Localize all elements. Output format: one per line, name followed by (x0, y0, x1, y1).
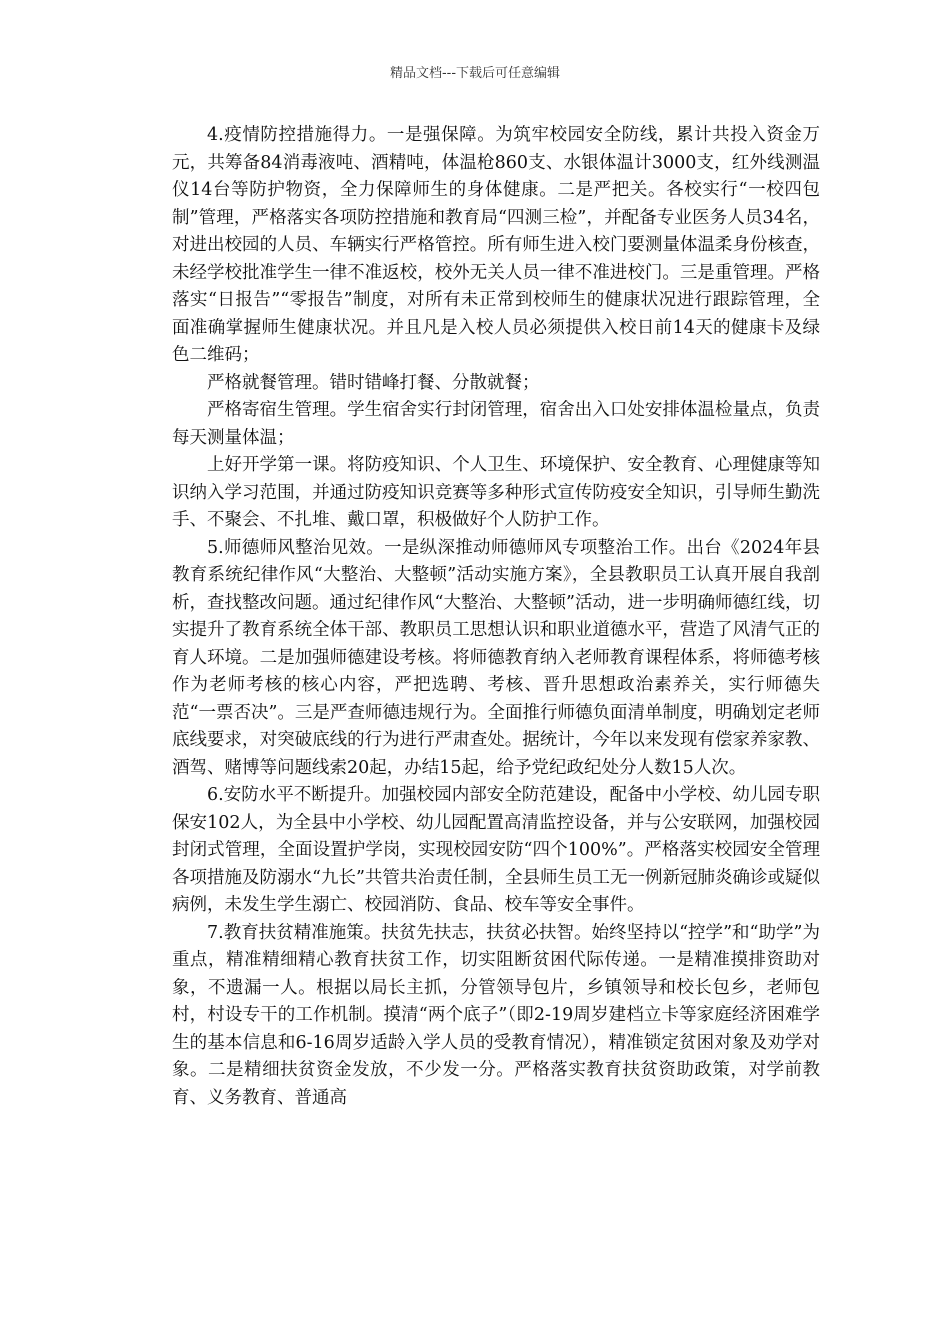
document-body (172, 122, 820, 1112)
paragraph-poverty-alleviation: 7.教育扶贫精准施策。扶贫先扶志，扶贫必扶智。始终坚持以“控学”和“助学”为重点，精准精细精心教育扶贫工作，切实阻断贫困代际传递。一是精准摸排资助对象，不遗漏一人。根据以局长主抓，分管领导包片，乡镇领导和校长包乡，老师包村，村设专干的工作机制。摸清“两个底子”（即2-19周岁建档立卡等家庭经济困难学生的基本信息和6-16周岁适龄入学人员的受教育情况），精准锁定贫困对象及劝学对象。二是精细扶贫资金发放，不少发一分。严格落实教育扶贫资助政策，对学前教育、义务教育、普通高 (172, 922, 820, 1108)
paragraph-teacher-ethics: 5.师德师风整治见效。一是纵深推动师德师风专项整治工作。出台《2024年县教育系统纪律作风“大整治、大整顿”活动实施方案》，全县教职员工认真开展自我剖析，查找整改问题。通过纪律作风“大整治、大整顿”活动，进一步明确师德红线，切实提升了教育系统全体干部、教职员工思想认识和职业道德水平，营造了风清气正的育人环境。二是加强师德建设考核。将师德教育纳入老师教育课程体系，将师德考核作为老师考核的核心内容，严把选聘、考核、晋升思想政治素养关，实行师德失范“一票否决”。三是严查师德违规行为。全面推行师德负面清单制度，明确划定老师底线要求，对突破底线的行为进行严肃查处。据统计，今年以来发现有偿家养家教、酒驾、赌博等问题线索20起，办结15起，给予党纪政纪处分人数15人次。 (172, 537, 820, 778)
paragraph-campus-security: 6.安防水平不断提升。加强校园内部安全防范建设，配备中小学校、幼儿园专职保安102人，为全县中小学校、幼儿园配置高清监控设备，并与公安联网，加强校园封闭式管理，全面设置护学岗，实现校园安防“四个100%”。严格落实校园安全管理各项措施及防溺水“九长”共管共治责任制，全县师生员工无一例新冠肺炎确诊或疑似病例，未发生学生溺亡、校园消防、食品、校车等安全事件。 (172, 785, 820, 915)
page-header: 精品文档---下载后可任意编辑 (389, 66, 561, 81)
paragraph-boarding-management: 严格寄宿生管理。学生宿舍实行封闭管理，宿舍出入口处安排体温检量点，负责每天测量体温； (172, 400, 820, 448)
paragraph-dining-management: 严格就餐管理。错时错峰打餐、分散就餐； (207, 372, 540, 393)
paragraph-epidemic-control: 4.疫情防控措施得力。一是强保障。为筑牢校园安全防线，累计共投入资金万元，共筹备84消毒液吨、酒精吨，体温枪860支、水银体温计3000支，红外线测温仪14台等防护物资，全力保障师生的身体健康。二是严把关。各校实行“一校四包制”管理，严格落实各项防控措施和教育局“四测三检”，并配备专业医务人员34名，对进出校园的人员、车辆实行严格管控。所有师生进入校门要测量体温柔身份核查，未经学校批准学生一律不准返校，校外无关人员一律不准进校门。三是重管理。严格落实“日报告”“零报告”制度，对所有未正常到校师生的健康状况进行跟踪管理，全面准确掌握师生健康状况。并且凡是入校人员必须提供入校日前14天的健康卡及绿色二维码； (172, 125, 820, 365)
paragraph-first-lesson: 上好开学第一课。将防疫知识、个人卫生、环境保护、安全教育、心理健康等知识纳入学习范围，并通过防疫知识竞赛等多种形式宣传防疫安全知识，引导师生勤洗手、不聚会、不扎堆、戴口罩，积极做好个人防护工作。 (172, 455, 820, 530)
